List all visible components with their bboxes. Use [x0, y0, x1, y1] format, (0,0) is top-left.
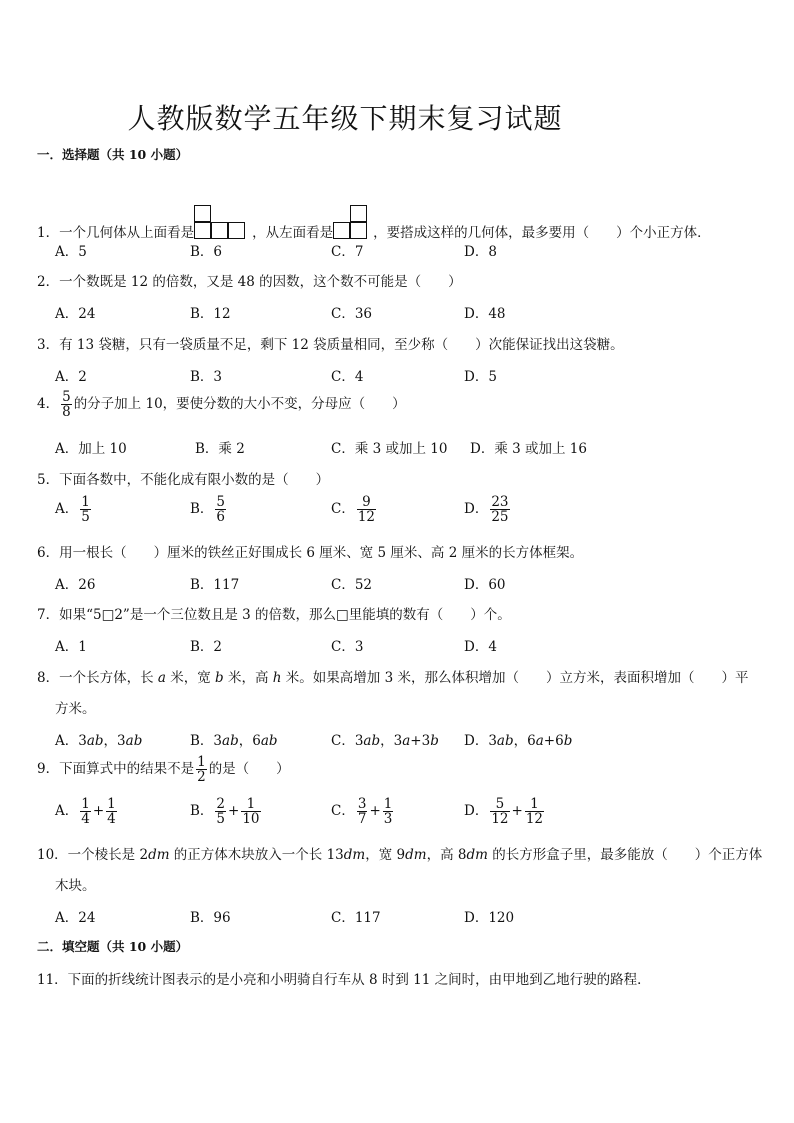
question-8-continued: 方米。 — [55, 701, 96, 717]
q8-option-b[interactable]: B．3ab，6ab — [190, 733, 278, 749]
question-10-continued: 木块。 — [55, 878, 96, 894]
top-view-figure — [194, 205, 252, 241]
q4-option-b[interactable]: B．乘 2 — [195, 441, 245, 457]
question-3: 3．有 13 袋糖，只有一袋质量不足，剩下 12 袋质量相同，至少称（ ）次能保证找出这袋糖。 — [37, 337, 624, 353]
q7-option-d[interactable]: D．4 — [464, 639, 497, 655]
section-heading-choice: 一．选择题（共 10 小题） — [37, 147, 189, 162]
q9-option-b[interactable]: B． $\frac{2}{5}$ + $\frac{1}{10}$ — [190, 796, 260, 828]
question-2: 2．一个数既是 12 的倍数，又是 48 的因数，这个数不可能是（ ） — [37, 274, 462, 290]
q3-option-c[interactable]: C．4 — [331, 369, 364, 385]
q2-option-b[interactable]: B．12 — [190, 306, 231, 322]
question-1: 1．一个几何体从上面看是 ，从左面看是 ，要搭成这样的几何体，最多要用（ ）个小正方体． — [37, 205, 711, 241]
q1-option-b[interactable]: B．6 — [190, 244, 223, 260]
q1-option-d[interactable]: D．8 — [464, 244, 497, 260]
left-view-figure — [333, 205, 373, 241]
q5-option-b[interactable]: B． $\frac{5}{6}$ — [190, 494, 226, 526]
fraction: $\frac{5}{8}$ — [62, 389, 71, 421]
q8-option-a[interactable]: A．3ab，3ab — [55, 733, 143, 749]
q1-option-c[interactable]: C．7 — [331, 244, 364, 260]
q4-option-c[interactable]: C．乘 3 或加上 10 — [331, 441, 448, 457]
q10-option-a[interactable]: A．24 — [55, 910, 96, 926]
question-11: 11．下面的折线统计图表示的是小亮和小明骑自行车从 8 时到 11 之间时，由甲地到乙地行驶的路程． — [37, 972, 651, 988]
q4-option-a[interactable]: A．加上 10 — [55, 441, 127, 457]
question-4: 4． $\frac{5}{8}$ 的分子加上 10，要使分数的大小不变，分母应（ ） — [37, 389, 406, 421]
q6-option-d[interactable]: D．60 — [464, 577, 506, 593]
page-title: 人教版数学五年级下期末复习试题 — [127, 102, 563, 135]
q6-option-b[interactable]: B．117 — [190, 577, 240, 593]
q7-option-a[interactable]: A．1 — [55, 639, 87, 655]
q10-option-d[interactable]: D．120 — [464, 910, 515, 926]
fraction: $\frac{1}{2}$ — [197, 754, 206, 786]
q8-option-d[interactable]: D．3ab，6a+6b — [464, 733, 573, 749]
q2-option-a[interactable]: A．24 — [55, 306, 96, 322]
q7-option-c[interactable]: C．3 — [331, 639, 364, 655]
q5-option-a[interactable]: A． $\frac{1}{5}$ — [55, 494, 90, 526]
question-5: 5．下面各数中，不能化成有限小数的是（ ） — [37, 472, 330, 488]
q8-option-c[interactable]: C．3ab，3a+3b — [331, 733, 439, 749]
question-8: 8．一个长方体，长 a 米，宽 b 米，高 h 米。如果高增加 3 米，那么体积增加（ ）立方米，表面积增加（ ）平 — [37, 670, 749, 686]
q10-option-b[interactable]: B．96 — [190, 910, 231, 926]
q5-option-d[interactable]: D． $\frac{23}{25}$ — [464, 494, 509, 526]
q5-option-c[interactable]: C． $\frac{9}{12}$ — [331, 494, 376, 526]
q3-option-b[interactable]: B．3 — [190, 369, 223, 385]
section-heading-fill: 二．填空题（共 10 小题） — [37, 939, 189, 954]
q4-option-d[interactable]: D．乘 3 或加上 16 — [470, 441, 587, 457]
question-10: 10．一个棱长是 2dm 的正方体木块放入一个长 13dm，宽 9dm，高 8dm 的长方形盒子里，最多能放（ ）个正方体 — [37, 847, 763, 863]
q9-option-a[interactable]: A． $\frac{1}{4}$ + $\frac{1}{4}$ — [55, 796, 116, 828]
question-9: 9．下面算式中的结果不是 $\frac{1}{2}$ 的是（ ） — [37, 754, 290, 786]
q3-option-a[interactable]: A．2 — [55, 369, 87, 385]
q6-option-c[interactable]: C．52 — [331, 577, 373, 593]
q10-option-c[interactable]: C．117 — [331, 910, 381, 926]
question-7: 7．如果“5□2”是一个三位数且是 3 的倍数，那么□里能填的数有（ ）个。 — [37, 607, 511, 623]
q9-option-c[interactable]: C． $\frac{3}{7}$ + $\frac{1}{3}$ — [331, 796, 393, 828]
q2-option-d[interactable]: D．48 — [464, 306, 506, 322]
question-6: 6．用一根长（ ）厘米的铁丝正好围成长 6 厘米、宽 5 厘米、高 2 厘米的长方体框架。 — [37, 545, 584, 561]
q7-option-b[interactable]: B．2 — [190, 639, 223, 655]
q1-option-a[interactable]: A．5 — [55, 244, 87, 260]
q2-option-c[interactable]: C．36 — [331, 306, 373, 322]
q9-option-d[interactable]: D． $\frac{5}{12}$ + $\frac{1}{12}$ — [464, 796, 544, 828]
q6-option-a[interactable]: A．26 — [55, 577, 96, 593]
q3-option-d[interactable]: D．5 — [464, 369, 497, 385]
